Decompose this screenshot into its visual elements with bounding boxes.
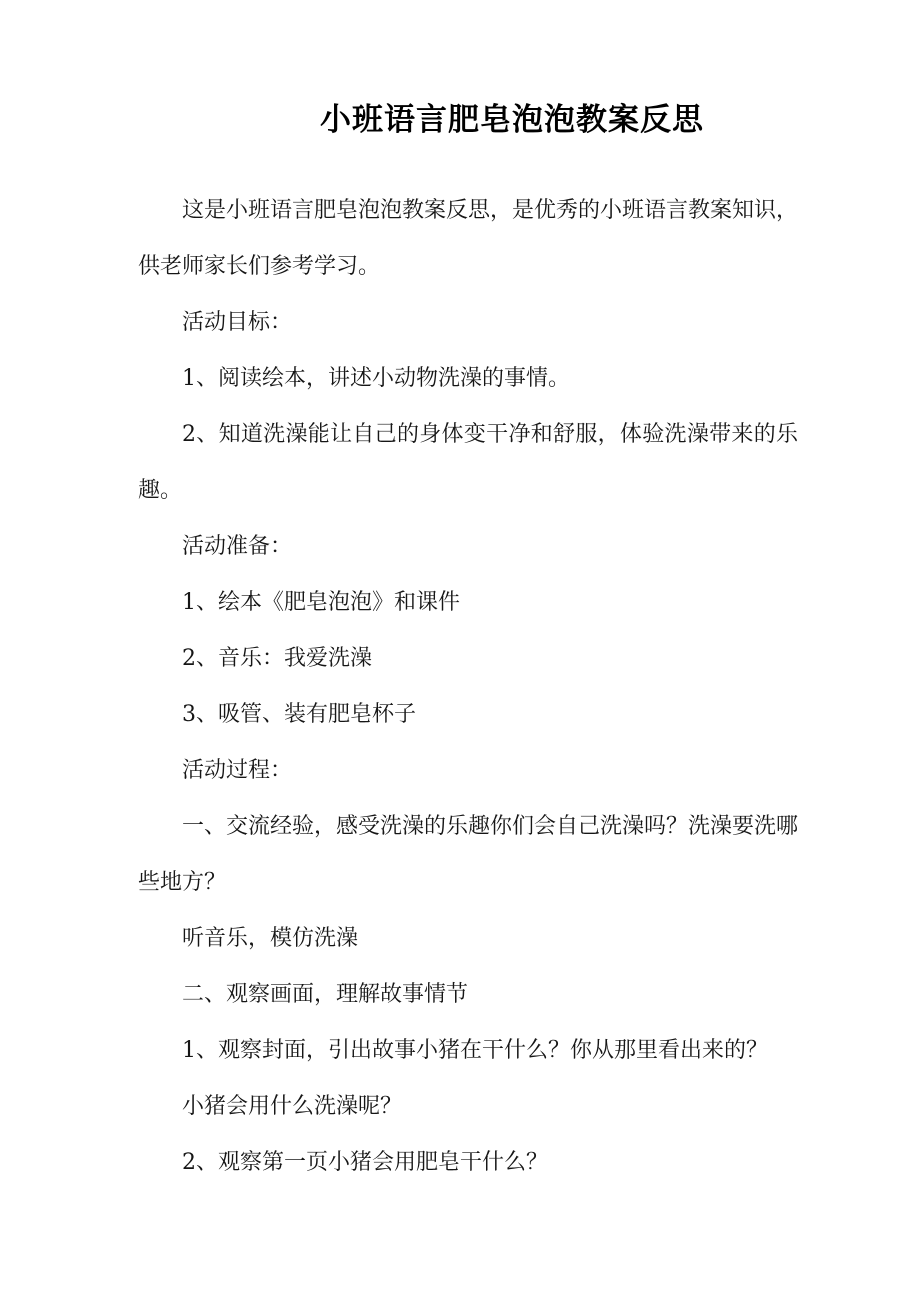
paragraph-goals-header: 活动目标： <box>182 310 293 335</box>
paragraph-goal-1: 1、阅读绘本，讲述小动物洗澡的事情。 <box>182 366 570 391</box>
paragraph-step-1-note: 听音乐，模仿洗澡 <box>182 926 359 951</box>
paragraph-step-2: 二、观察画面，理解故事情节 <box>182 982 469 1007</box>
paragraph-prep-2: 2、音乐：我爱洗澡 <box>182 646 372 671</box>
paragraph-step-2-q2: 2、观察第一页小猪会用肥皂干什么？ <box>182 1150 548 1175</box>
paragraph-prep-3: 3、吸管、装有肥皂杯子 <box>182 702 416 727</box>
paragraph-step-1: 一、交流经验，感受洗澡的乐趣你们会自己洗澡吗？洗澡要洗哪些地方？ <box>138 814 799 895</box>
paragraph-process-header: 活动过程： <box>182 758 293 783</box>
paragraph-prep-1: 1、绘本《肥皂泡泡》和课件 <box>182 590 460 615</box>
paragraph-step-2-q1: 1、观察封面，引出故事小猪在干什么？你从那里看出来的？ <box>182 1038 768 1063</box>
document-title: 小班语言肥皂泡泡教案反思 <box>320 102 704 138</box>
document-body <box>138 183 798 1191</box>
paragraph-prep-header: 活动准备： <box>182 534 293 559</box>
paragraph-goal-2: 2、知道洗澡能让自己的身体变干净和舒服，体验洗澡带来的乐趣。 <box>138 422 798 503</box>
paragraph-intro: 这是小班语言肥皂泡泡教案反思，是优秀的小班语言教案知识，供老师家长们参考学习。 <box>138 198 799 279</box>
paragraph-step-2-q1b: 小猪会用什么洗澡呢？ <box>182 1094 403 1119</box>
